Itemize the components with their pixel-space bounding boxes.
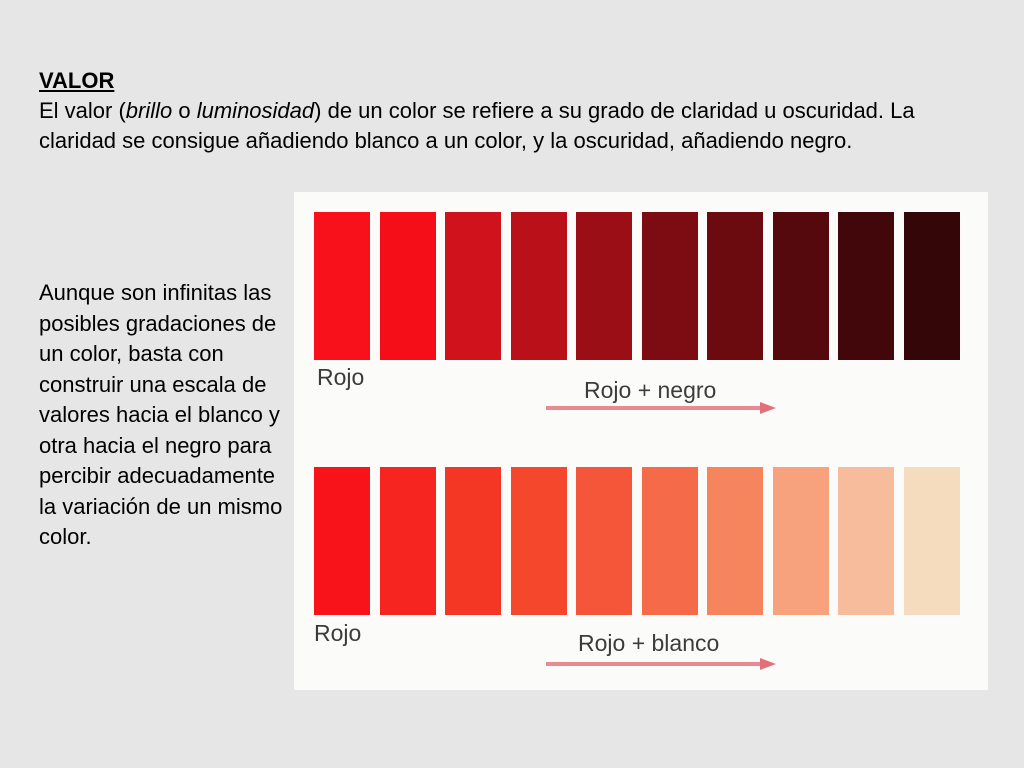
value-scale-figure [294, 192, 988, 690]
intro-paragraph [39, 96, 979, 156]
red-white-swatch-3 [445, 467, 501, 615]
red-white-swatch-5 [576, 467, 632, 615]
slide-heading: VALOR [39, 68, 115, 93]
intro-text-3: ) de un color se refiere a su grado de claridad u oscuridad. La claridad se consigue añadiendo blanco a un color, y la oscuridad, añadiendo negro. [39, 98, 915, 153]
red-black-swatch-5 [576, 212, 632, 360]
arrow-right-icon [546, 658, 776, 670]
red-black-swatch-6 [642, 212, 698, 360]
side-paragraph: Aunque son infinitas las posibles gradaciones de un color, basta con construir una escala de valores hacia el blanco y otra hacia el negro para percibir adecuadamente la variación de un mismo color. [39, 280, 283, 549]
red-black-swatch-7 [707, 212, 763, 360]
red-black-swatch-8 [773, 212, 829, 360]
red-black-swatch-4 [511, 212, 567, 360]
red-black-swatch-3 [445, 212, 501, 360]
scale-black-direction-label: Rojo + negro [584, 377, 717, 403]
red-black-swatch-1 [314, 212, 370, 360]
red-white-swatch-7 [707, 467, 763, 615]
red-black-swatch-10 [904, 212, 960, 360]
term-luminosidad: luminosidad [196, 98, 315, 123]
red-white-swatch-1 [314, 467, 370, 615]
red-white-swatch-10 [904, 467, 960, 615]
scale-white-start-label: Rojo [314, 620, 362, 646]
scale-toward-white [314, 467, 960, 615]
scale-black-start-label: Rojo [317, 364, 365, 390]
scale-white-direction-label: Rojo + blanco [578, 630, 720, 656]
red-white-swatch-9 [838, 467, 894, 615]
red-black-swatch-9 [838, 212, 894, 360]
intro-text-2: o [172, 98, 197, 123]
red-white-swatch-4 [511, 467, 567, 615]
red-white-swatch-2 [380, 467, 436, 615]
arrow-right-icon [546, 402, 776, 414]
intro-text-1: El valor ( [39, 98, 126, 123]
red-white-swatch-8 [773, 467, 829, 615]
red-white-swatch-6 [642, 467, 698, 615]
red-black-swatch-2 [380, 212, 436, 360]
term-brillo: brillo [125, 98, 173, 123]
scale-toward-black [314, 212, 960, 360]
